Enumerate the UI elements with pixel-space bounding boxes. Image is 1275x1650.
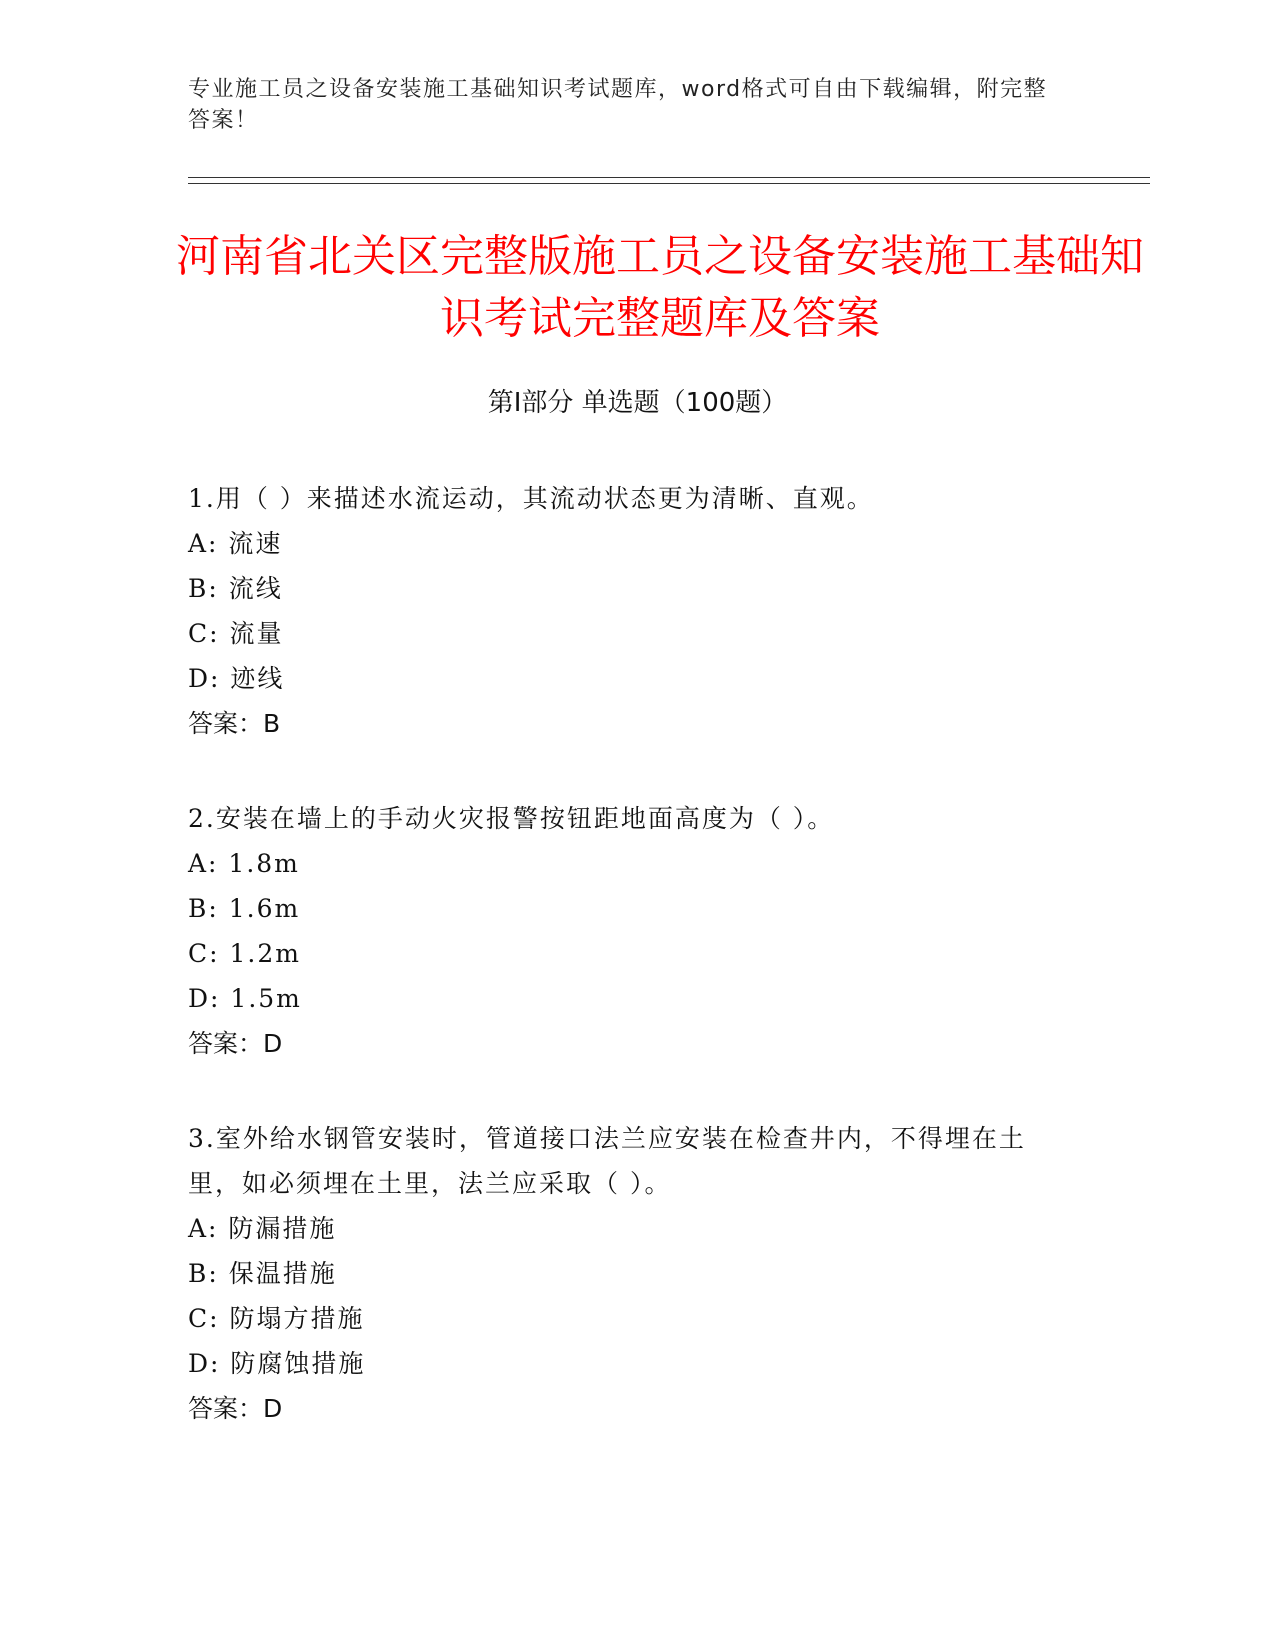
answer-line: 答案：D [188, 1394, 283, 1423]
option-c: C: 防塌方措施 [188, 1304, 365, 1333]
option-b: B: 1.6m [188, 894, 301, 923]
option-d: D: 迹线 [188, 664, 285, 693]
document-title: 河南省北关区完整版施工员之设备安装施工基础知识考试完整题库及答案 [176, 231, 1144, 344]
section-title: 第Ⅰ部分 单选题（100题） [487, 388, 788, 418]
header-rule-top [188, 177, 1150, 178]
option-b: B: 保温措施 [188, 1259, 337, 1288]
option-b: B: 流线 [188, 574, 283, 603]
option-d: D: 1.5m [188, 984, 302, 1013]
option-a: A: 防漏措施 [188, 1214, 337, 1243]
header-note: 专业施工员之设备安装施工基础知识考试题库，word格式可自由下载编辑，附完整答案！ [188, 77, 1048, 133]
option-d: D: 防腐蚀措施 [188, 1349, 366, 1378]
question-stem: 1.用（ ）来描述水流运动，其流动状态更为清晰、直观。 [188, 484, 874, 513]
option-a: A: 1.8m [188, 849, 300, 878]
option-a: A: 流速 [188, 529, 283, 558]
header-rule-bottom [188, 183, 1150, 184]
question-2 [188, 796, 1068, 1066]
question-stem: 2.安装在墙上的手动火灾报警按钮距地面高度为（ ）。 [188, 804, 835, 833]
question-3 [188, 1116, 1068, 1431]
answer-line: 答案：D [188, 1029, 283, 1058]
question-stem: 3.室外给水钢管安装时，管道接口法兰应安装在检查井内，不得埋在土里，如必须埋在土里，法兰应采取（ ）。 [188, 1124, 1026, 1198]
answer-line: 答案：B [188, 709, 281, 738]
option-c: C: 1.2m [188, 939, 301, 968]
question-1 [188, 476, 1068, 746]
option-c: C: 流量 [188, 619, 284, 648]
